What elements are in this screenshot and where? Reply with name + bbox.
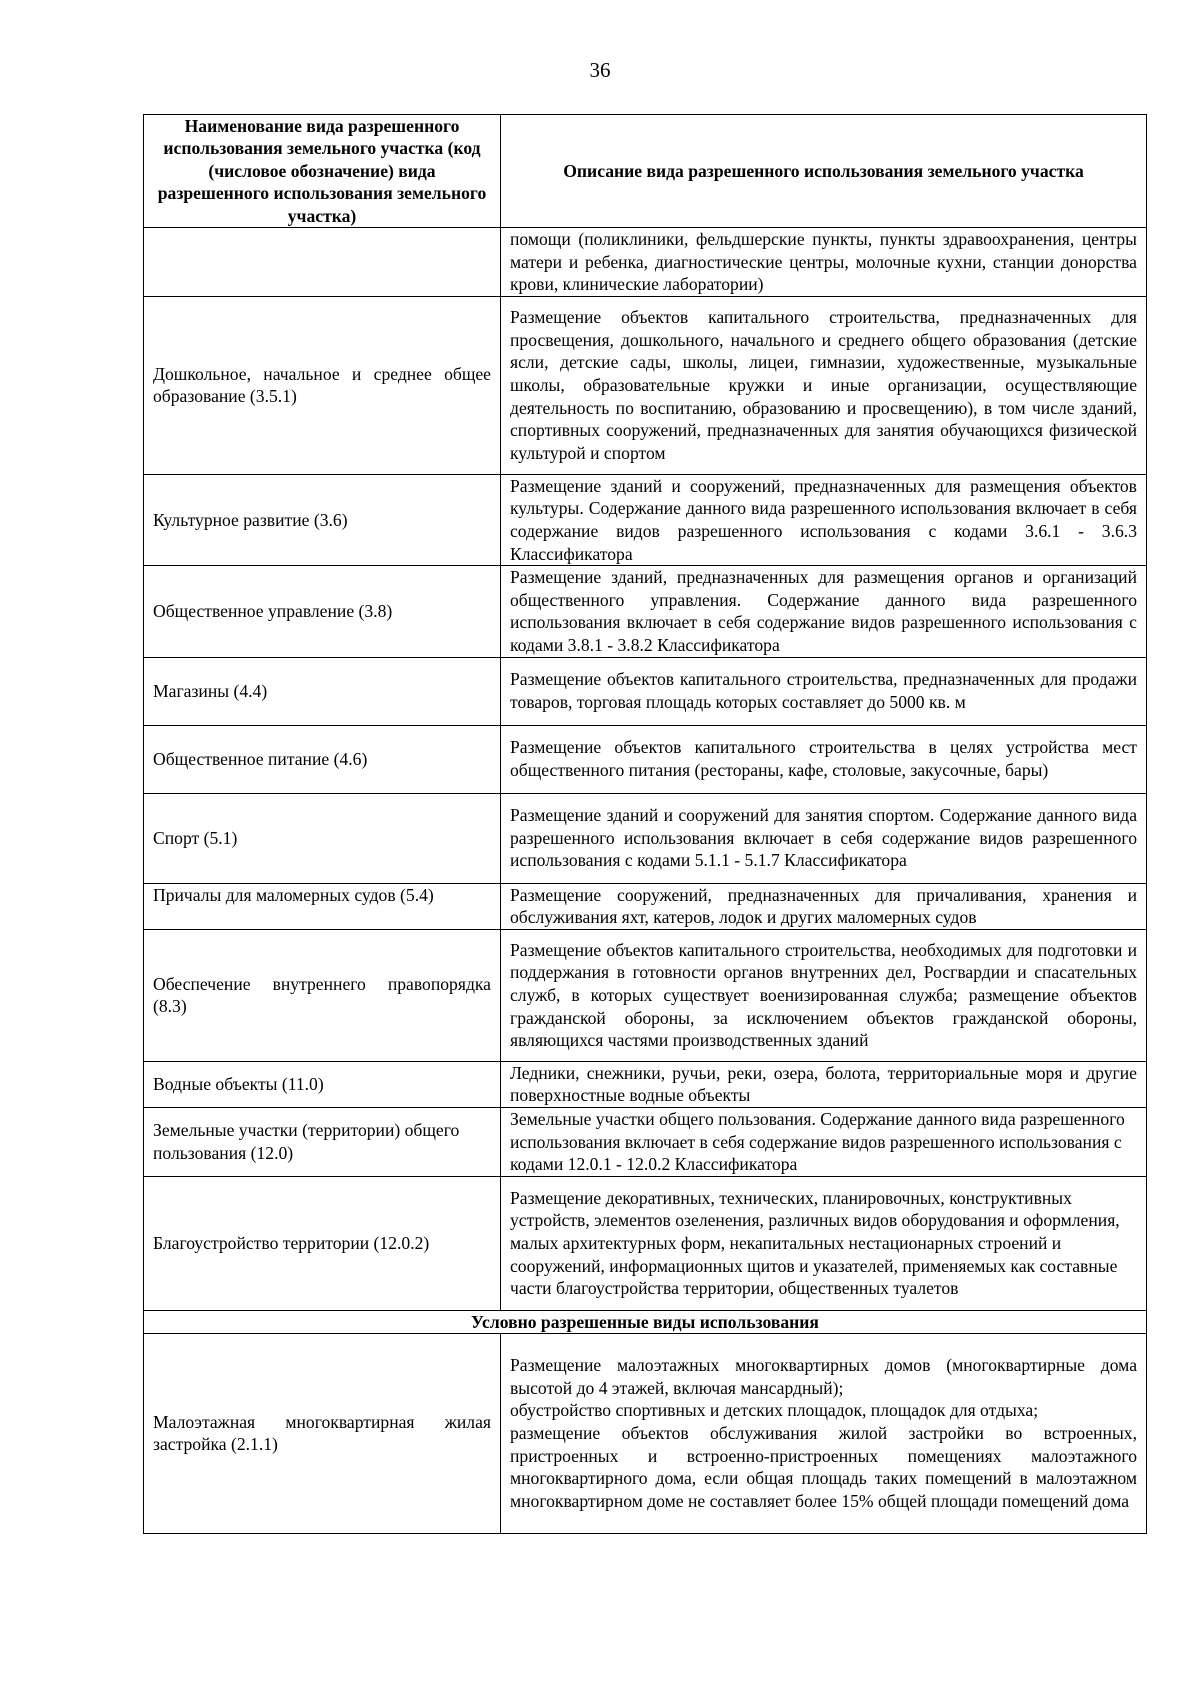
table-row bbox=[144, 566, 1147, 657]
header-land-use-name: Наименование вида разрешенного использования земельного участка (код (числовое обозначение) вида разрешенного использования земельного участка) bbox=[144, 115, 501, 228]
page-number: 36 bbox=[589, 58, 611, 82]
table-row bbox=[144, 793, 1147, 883]
row-description: Размещение зданий, предназначенных для размещения органов и организаций общественного управления. Содержание данного вида разрешенного использования включает в себя содержание видов разрешенного использования с кодами 3.8.1 - 3.8.2 Классификатора bbox=[501, 566, 1147, 657]
row-name: Общественное питание (4.6) bbox=[144, 725, 501, 793]
row-description: Размещение зданий и сооружений, предназначенных для размещения объектов культуры. Содержание данного вида разрешенного использования включает в себя содержание видов разрешенного использования с кодами 3.6.1 - 3.6.3 Классификатора bbox=[501, 474, 1147, 565]
table-row bbox=[144, 929, 1147, 1061]
row-name: Обеспечение внутреннего правопорядка (8.3) bbox=[144, 929, 501, 1061]
row-name: Спорт (5.1) bbox=[144, 793, 501, 883]
table-row bbox=[144, 1107, 1147, 1176]
description-paragraph: размещение объектов обслуживания жилой застройки во встроенных, пристроенных и встроенно-пристроенных помещениях малоэтажного многоквартирного дома, если общая площадь таких помещений в малоэтажном многоквартирном доме не составляет более 15% общей площади помещений дома bbox=[510, 1422, 1137, 1511]
row-description: Размещение объектов капитального строительства, предназначенных для продажи товаров, торговая площадь которых составляет до 5000 кв. м bbox=[501, 657, 1147, 725]
row-description: Земельные участки общего пользования. Содержание данного вида разрешенного использования включает в себя содержание видов разрешенного использования с кодами 12.0.1 - 12.0.2 Классификатора bbox=[501, 1107, 1147, 1176]
row-description: Ледники, снежники, ручьи, реки, озера, болота, территориальные моря и другие поверхностные водные объекты bbox=[501, 1061, 1147, 1107]
table-row bbox=[144, 1176, 1147, 1310]
table-row bbox=[144, 228, 1147, 297]
row-description: Размещение сооружений, предназначенных для причаливания, хранения и обслуживания яхт, катеров, лодок и других маломерных судов bbox=[501, 883, 1147, 929]
row-description: Размещение объектов капитального строительства в целях устройства мест общественного питания (рестораны, кафе, столовые, закусочные, бары) bbox=[501, 725, 1147, 793]
row-description: Размещение зданий и сооружений для занятия спортом. Содержание данного вида разрешенного использования включает в себя содержание видов разрешенного использования с кодами 5.1.1 - 5.1.7 Классификатора bbox=[501, 793, 1147, 883]
row-name: Культурное развитие (3.6) bbox=[144, 474, 501, 565]
row-name bbox=[144, 228, 501, 297]
row-name: Дошкольное, начальное и среднее общее образование (3.5.1) bbox=[144, 296, 501, 474]
section-header-row bbox=[144, 1310, 1147, 1333]
table-row bbox=[144, 1061, 1147, 1107]
row-name: Благоустройство территории (12.0.2) bbox=[144, 1176, 501, 1310]
row-name: Водные объекты (11.0) bbox=[144, 1061, 501, 1107]
table-row bbox=[144, 474, 1147, 565]
row-name: Магазины (4.4) bbox=[144, 657, 501, 725]
table-row bbox=[144, 657, 1147, 725]
row-name: Общественное управление (3.8) bbox=[144, 566, 501, 657]
description-paragraph: обустройство спортивных и детских площадок, площадок для отдыха; bbox=[510, 1400, 1039, 1421]
land-use-table bbox=[143, 114, 1147, 1534]
row-name: Малоэтажная многоквартирная жилая застройка (2.1.1) bbox=[144, 1333, 501, 1533]
row-description bbox=[501, 1333, 1147, 1533]
header-land-use-description: Описание вида разрешенного использования земельного участка bbox=[501, 115, 1147, 228]
description-paragraph: Размещение малоэтажных многоквартирных домов (многоквартирные дома высотой до 4 этажей, включая мансардный); bbox=[510, 1355, 1137, 1398]
table-row bbox=[144, 1333, 1147, 1533]
table-header-row bbox=[144, 115, 1147, 228]
row-description: Размещение объектов капитального строительства, необходимых для подготовки и поддержания в готовности органов внутренних дел, Росгвардии и спасательных служб, в которых существует военизированная служба; размещение объектов гражданской обороны, за исключением объектов гражданской обороны, являющихся частями производственных зданий bbox=[501, 929, 1147, 1061]
row-description: Размещение объектов капитального строительства, предназначенных для просвещения, дошкольного, начального и среднего общего образования (детские ясли, детские сады, школы, лицеи, гимназии, художественные, музыкальные школы, образовательные кружки и иные организации, осуществляющие деятельность по воспитанию, образованию и просвещению), в том числе зданий, спортивных сооружений, предназначенных для занятия обучающихся физической культурой и спортом bbox=[501, 296, 1147, 474]
table-row bbox=[144, 883, 1147, 929]
row-description: Размещение декоративных, технических, планировочных, конструктивных устройств, элементов озеленения, различных видов оборудования и оформления, малых архитектурных форм, некапитальных нестационарных строений и сооружений, информационных щитов и указателей, применяемых как составные части благоустройства территории, общественных туалетов bbox=[501, 1176, 1147, 1310]
row-name: Причалы для маломерных судов (5.4) bbox=[144, 883, 501, 929]
row-name: Земельные участки (территории) общего пользования (12.0) bbox=[144, 1107, 501, 1176]
table-row bbox=[144, 296, 1147, 474]
section-title: Условно разрешенные виды использования bbox=[144, 1310, 1147, 1333]
table-row bbox=[144, 725, 1147, 793]
row-description: помощи (поликлиники, фельдшерские пункты, пункты здравоохранения, центры матери и ребенка, диагностические центры, молочные кухни, станции донорства крови, клинические лаборатории) bbox=[501, 228, 1147, 297]
